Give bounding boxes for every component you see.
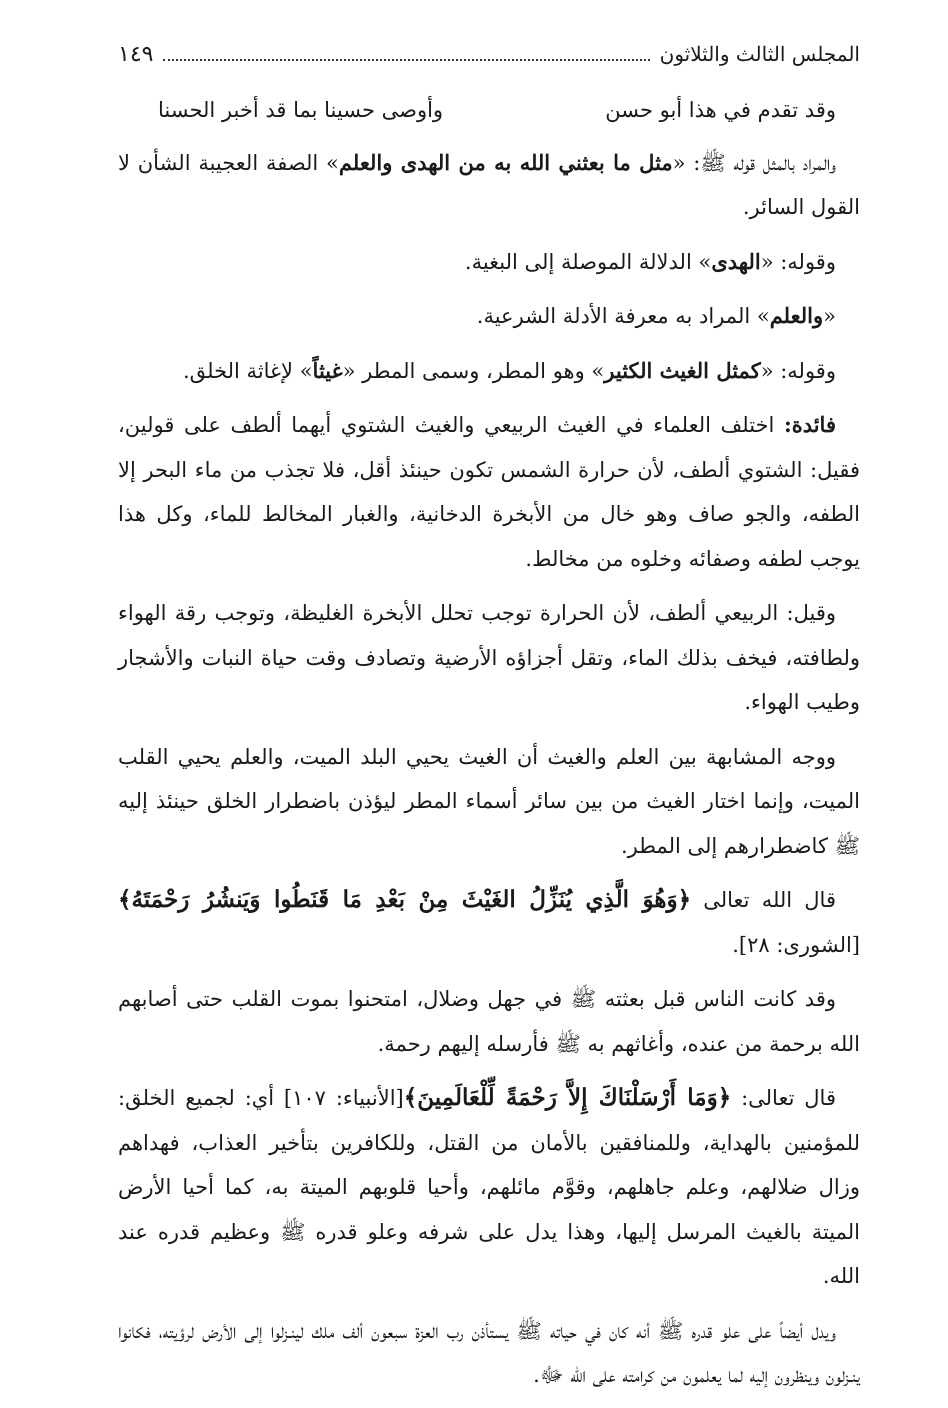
paragraph-8	[118, 878, 860, 967]
p8-citation: [الشورى: ٢٨].	[732, 932, 860, 957]
paragraph-10	[118, 1076, 860, 1299]
paragraph-5	[118, 403, 860, 581]
p4-term-2: غيثاً	[312, 357, 343, 383]
p10-text-c: [الأنبياء: ١٠٧] أي: لجميع الخلق: للمؤمنين بالهداية، وللمنافقين بالأمان من القتل، وللكافرين بتأخير العذاب، فهداهم وزال ضلالهم، وعلم جاهلهم، وقوَّم مائلهم، وأحيا قلوبهم الميتة به، كما أحيا الأرض الميتة بالغيث المرسل إليها، وهذا يدل على شرفه وعلو قدره ﷺ وعظيم قدره عند الله.	[118, 1086, 860, 1288]
paragraph-6: وقيل: الربيعي ألطف، لأن الحرارة توجب تحلل الأبخرة الغليظة، وتوجب رقة الهواء ولطافته، فيخف بذلك الماء، وتقل أجزاؤه الأرضية وتصادف وقت حياة النبات والأشجار وطيب الهواء.	[118, 601, 860, 714]
paragraph-1	[118, 141, 860, 230]
p4-text-c: » وهو المطر، وسمى المطر «	[342, 358, 605, 383]
p8-text-a: قال الله تعالى	[691, 888, 836, 912]
p3-text-c: » المراد به معرفة الأدلة الشرعية.	[476, 304, 770, 328]
verse-hemistich-first: وقد تقدم في هذا أبو حسن	[605, 98, 836, 122]
p2-text-a: وقوله: «	[760, 249, 836, 274]
p1-text-a: والمراد بالمثل قوله ﷺ: «	[672, 150, 836, 175]
paragraph-11: ويدل أيضاً على علو قدره ﷺ أنه كان في حياته ﷺ يستأذن رب العزة سبعون ألف ملك لينـزلوا إلى الأرض لرؤيته، فكانوا ينـزلون وينظرون إليه لما يعلمون من كرامته على الله ﷻ.	[118, 1318, 860, 1387]
paragraph-3	[118, 294, 860, 339]
poetry-verse	[118, 88, 860, 133]
p4-term: كمثل الغيث الكثير	[604, 357, 761, 383]
p2-term: الهدى	[711, 248, 761, 274]
p2-text-c: » الدلالة الموصلة إلى البغية.	[464, 249, 712, 274]
page-body	[118, 88, 860, 1408]
page-header	[118, 42, 860, 82]
p3-term: والعلم	[769, 303, 824, 328]
paragraph-9: وقد كانت الناس قبل بعثته ﷺ في جهل وضلال، امتحنوا بموت القلب حتى أصابهم الله برحمة من عنده، وأغاثهم به ﷺ فأرسله إليهم رحمة.	[118, 987, 860, 1056]
p5-text: اختلف العلماء في الغيث الربيعي والغيث الشتوي أيهما ألطف على قولين، فقيل: الشتوي ألطف، لأن حرارة الشمس تكون حينئذ أقل، فلا تجذب من ماء البحر إلا الطفه، والجو صاف وهو خال من الأبخرة الدخانية، والغبار المخالط للماء، وكل هذا يوجب لطفه وصفائه وخلوه من مخالط.	[118, 413, 860, 571]
p4-text-e: » لإغاثة الخلق.	[182, 358, 313, 383]
header-leader-dots	[163, 45, 649, 61]
paragraph-2	[118, 240, 860, 285]
p3-text-a: «	[823, 304, 836, 328]
paragraph-7: ووجه المشابهة بين العلم والغيث أن الغيث يحيي البلد الميت، والعلم يحيي القلب الميت، وإنما اختار الغيث من بين سائر أسماء المطر ليؤذن باضطرار الخلق حينئذ إليه ﷺ كاضطرارهم إلى المطر.	[118, 744, 860, 858]
page-number: ١٤٩	[118, 42, 154, 67]
p1-text-c: » الصفة العجيبة الشأن لا القول السائر.	[118, 150, 860, 219]
verse-hemistich-second: وأوصى حسينا بما قد أخبر الحسنا	[158, 98, 444, 122]
p1-hadith-quote: مثل ما بعثني الله به من الهدى والعلم	[338, 149, 673, 175]
p10-text-a: قال تعالى:	[731, 1086, 836, 1110]
chapter-title: المجلس الثالث والثلاثون	[659, 42, 860, 66]
p4-text-a: وقوله: «	[760, 358, 836, 383]
p5-label: فائدة:	[783, 412, 836, 437]
p10-quran-verse: ﴿وَمَا أَرْسَلْنَاكَ إِلاَّ رَحْمَةً لِّلْعَالَمِينَ﴾	[403, 1084, 732, 1111]
paragraph-4	[118, 349, 860, 394]
p8-quran-verse: ﴿وَهُوَ الَّذِي يُنَزِّلُ الغَيْثَ مِنْ بَعْدِ مَا قَنَطُوا وَيَنشُرُ رَحْمَتَهُ﴾	[118, 886, 692, 913]
